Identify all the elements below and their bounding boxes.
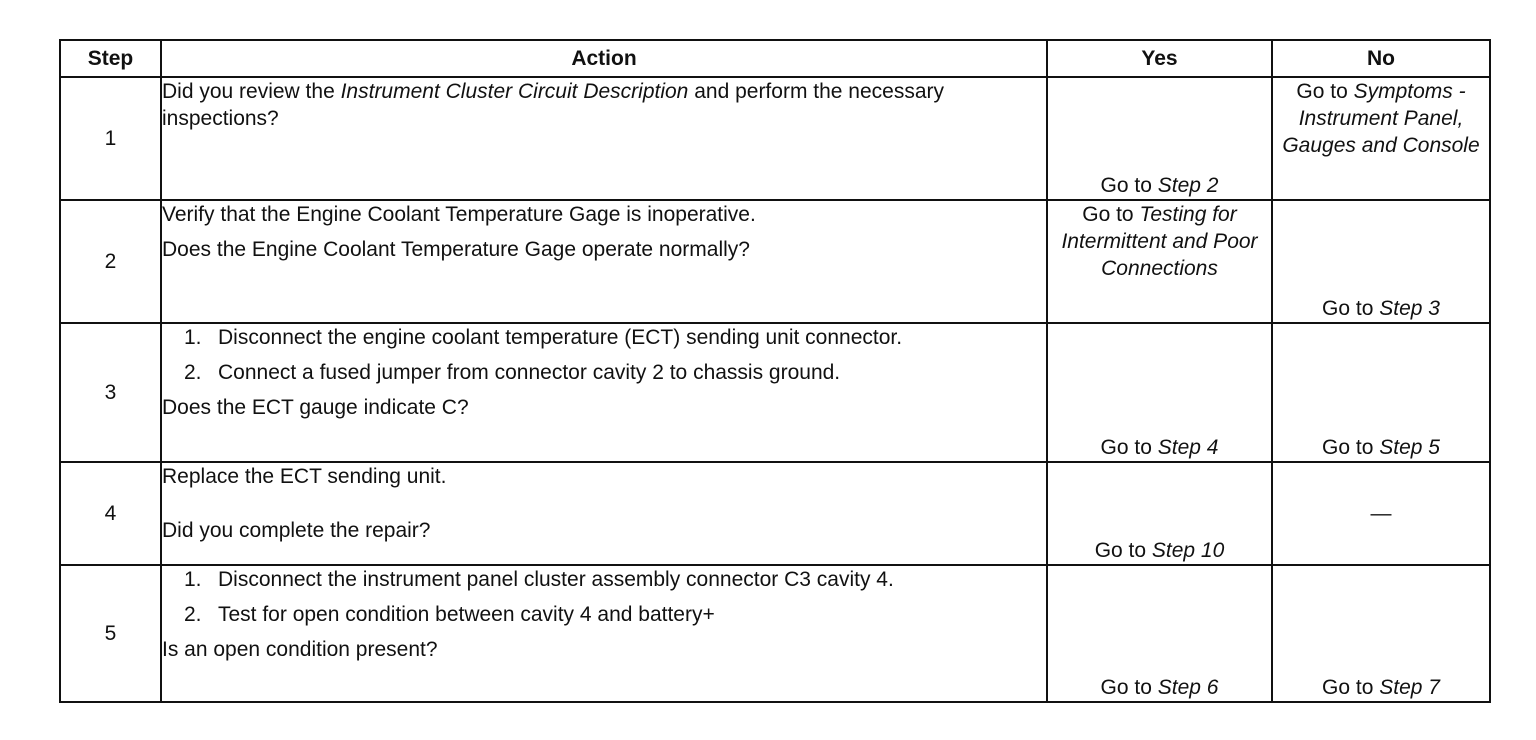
action-cell xyxy=(161,77,1047,200)
header-step: Step xyxy=(60,40,161,77)
step-number: 4 xyxy=(60,462,161,565)
yes-link[interactable]: Step 6 xyxy=(1157,676,1219,699)
header-action: Action xyxy=(161,40,1047,77)
no-cell xyxy=(1272,462,1490,565)
table-row xyxy=(60,462,1490,565)
yes-link[interactable]: Step 4 xyxy=(1157,436,1219,459)
list-item: 2. Connect a fused jumper from connector cavity 2 to chassis ground. xyxy=(184,361,841,384)
no-cell: Go to Step 5 xyxy=(1272,323,1490,462)
action-cell xyxy=(161,200,1047,323)
yes-cell: Go to Step 2 xyxy=(1047,77,1272,200)
diagnostic-table xyxy=(59,39,1491,703)
action-text: Replace the ECT sending unit. xyxy=(162,465,447,488)
action-question: Is an open condition present? xyxy=(162,638,438,661)
table-row xyxy=(60,200,1490,323)
action-question: Does the ECT gauge indicate C? xyxy=(162,396,469,419)
table-row xyxy=(60,323,1490,462)
no-link[interactable]: Step 7 xyxy=(1379,676,1440,699)
action-text: Verify that the Engine Coolant Temperature Gage is inoperative. xyxy=(162,203,756,226)
action-text: Did you review the Instrument Cluster Circuit Description and perform the necessary inspections? xyxy=(162,80,945,130)
yes-cell: Go to Testing for Intermittent and Poor Connections xyxy=(1047,200,1272,323)
action-cell xyxy=(161,462,1047,565)
table-row xyxy=(60,77,1490,200)
step-number: 5 xyxy=(60,565,161,702)
no-link[interactable]: Step 3 xyxy=(1379,297,1440,320)
yes-cell: Go to Step 6 xyxy=(1047,565,1272,702)
action-question: Does the Engine Coolant Temperature Gage operate normally? xyxy=(162,238,750,261)
yes-cell: Go to Step 4 xyxy=(1047,323,1272,462)
list-item: 1. Disconnect the engine coolant temperature (ECT) sending unit connector. xyxy=(184,326,903,349)
action-cell xyxy=(161,323,1047,462)
no-link[interactable]: Symptoms - Instrument Panel, Gauges and Console xyxy=(1282,80,1480,157)
yes-link[interactable]: Step 10 xyxy=(1151,539,1225,562)
yes-link[interactable]: Testing for Intermittent and Poor Connections xyxy=(1061,203,1258,280)
no-dash: — xyxy=(1370,502,1392,525)
step-number: 2 xyxy=(60,200,161,323)
header-no: No xyxy=(1272,40,1490,77)
header-yes: Yes xyxy=(1047,40,1272,77)
action-cell xyxy=(161,565,1047,702)
list-item: 1. Disconnect the instrument panel cluster assembly connector C3 cavity 4. xyxy=(184,568,894,591)
action-list xyxy=(162,324,1046,386)
no-link[interactable]: Step 5 xyxy=(1379,436,1440,459)
no-cell: Go to Step 3 xyxy=(1272,200,1490,323)
action-list xyxy=(162,566,1046,628)
header-row xyxy=(60,40,1490,77)
step-number: 1 xyxy=(60,77,161,200)
table-row xyxy=(60,565,1490,702)
list-item: 2. Test for open condition between cavity 4 and battery+ xyxy=(184,603,715,626)
no-cell: Go to Symptoms - Instrument Panel, Gauges and Console xyxy=(1272,77,1490,200)
yes-link[interactable]: Step 2 xyxy=(1157,174,1219,197)
step-number: 3 xyxy=(60,323,161,462)
yes-cell: Go to Step 10 xyxy=(1047,462,1272,565)
no-cell: Go to Step 7 xyxy=(1272,565,1490,702)
action-question: Did you complete the repair? xyxy=(162,519,431,542)
